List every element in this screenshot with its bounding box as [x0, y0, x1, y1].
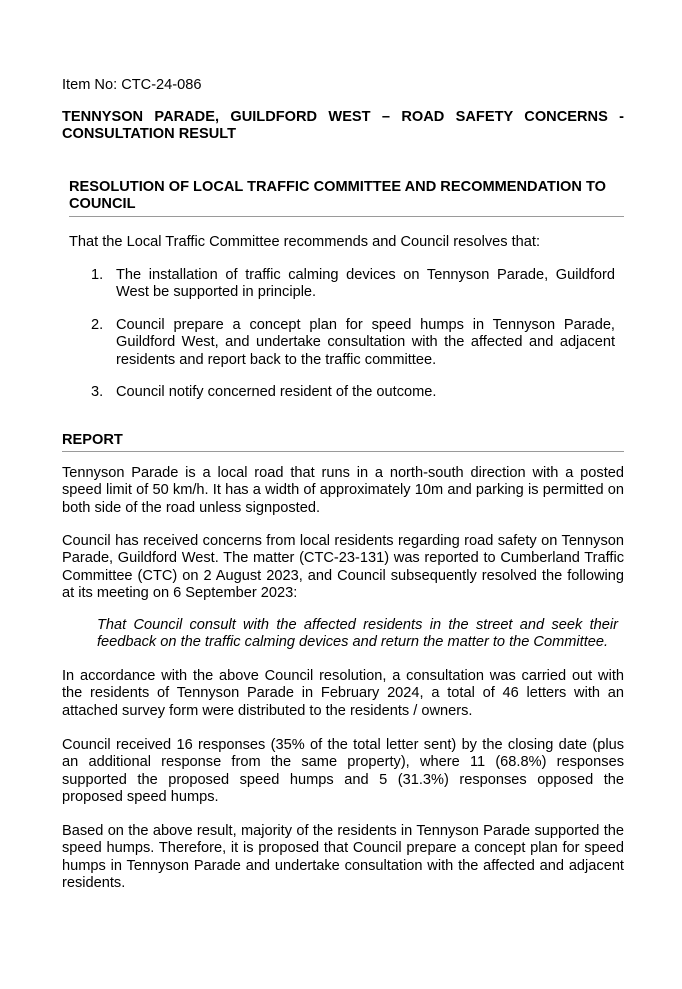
item-number: Item No: CTC-24-086 [62, 77, 202, 93]
resolution-intro: That the Local Traffic Committee recommends and Council resolves that: [69, 234, 540, 250]
recommendation-number: 2. [91, 316, 104, 333]
report-paragraph-1: Tennyson Parade is a local road that runs in a north-south direction with a posted speed limit of 50 km/h. It has a width of approximately 10m and parking is permitted on both side of the road unless signposted. [62, 465, 624, 516]
recommendation-text: The installation of traffic calming devices on Tennyson Parade, Guildford West be supported in principle. [116, 267, 615, 301]
report-heading: REPORT [62, 432, 624, 452]
recommendation-item-3 [91, 384, 615, 401]
resolution-quote: That Council consult with the affected residents in the street and seek their feedback on the traffic calming devices and return the matter to the Committee. [97, 617, 618, 651]
page-title: TENNYSON PARADE, GUILDFORD WEST – ROAD SAFETY CONCERNS - CONSULTATION RESULT [62, 109, 624, 143]
recommendation-number: 3. [91, 384, 104, 401]
recommendation-item-2 [91, 317, 615, 369]
report-paragraph-2: Council has received concerns from local residents regarding road safety on Tennyson Parade, Guildford West. The matter (CTC-23-131) was reported to Cumberland Traffic Committee (CTC) on 2 August 2023, and Council subsequently resolved the following at its meeting on 6 September 2023: [62, 533, 624, 602]
resolution-heading: RESOLUTION OF LOCAL TRAFFIC COMMITTEE AND RECOMMENDATION TO COUNCIL [69, 179, 624, 217]
report-paragraph-4: Council received 16 responses (35% of the total letter sent) by the closing date (plus an additional response from the same property), where 11 (68.8%) responses supported the proposed speed humps and 5 (31.3%) responses opposed the proposed speed humps. [62, 737, 624, 806]
recommendation-text: Council notify concerned resident of the outcome. [116, 384, 437, 401]
recommendation-item-1 [91, 267, 615, 302]
recommendation-text: Council prepare a concept plan for speed humps in Tennyson Parade, Guildford West, and undertake consultation with the affected and adjacent residents and report back to the traffic committee. [116, 316, 615, 368]
recommendation-list [91, 267, 615, 416]
report-paragraph-3: In accordance with the above Council resolution, a consultation was carried out with the residents of Tennyson Parade in February 2024, a total of 46 letters with an attached survey form were distributed to the residents / owners. [62, 668, 624, 719]
report-paragraph-5: Based on the above result, majority of the residents in Tennyson Parade supported the speed humps. Therefore, it is proposed that Council prepare a concept plan for speed humps in Tennyson Parade and undertake consultation with the affected and adjacent residents. [62, 823, 624, 892]
recommendation-number: 1. [91, 267, 104, 283]
